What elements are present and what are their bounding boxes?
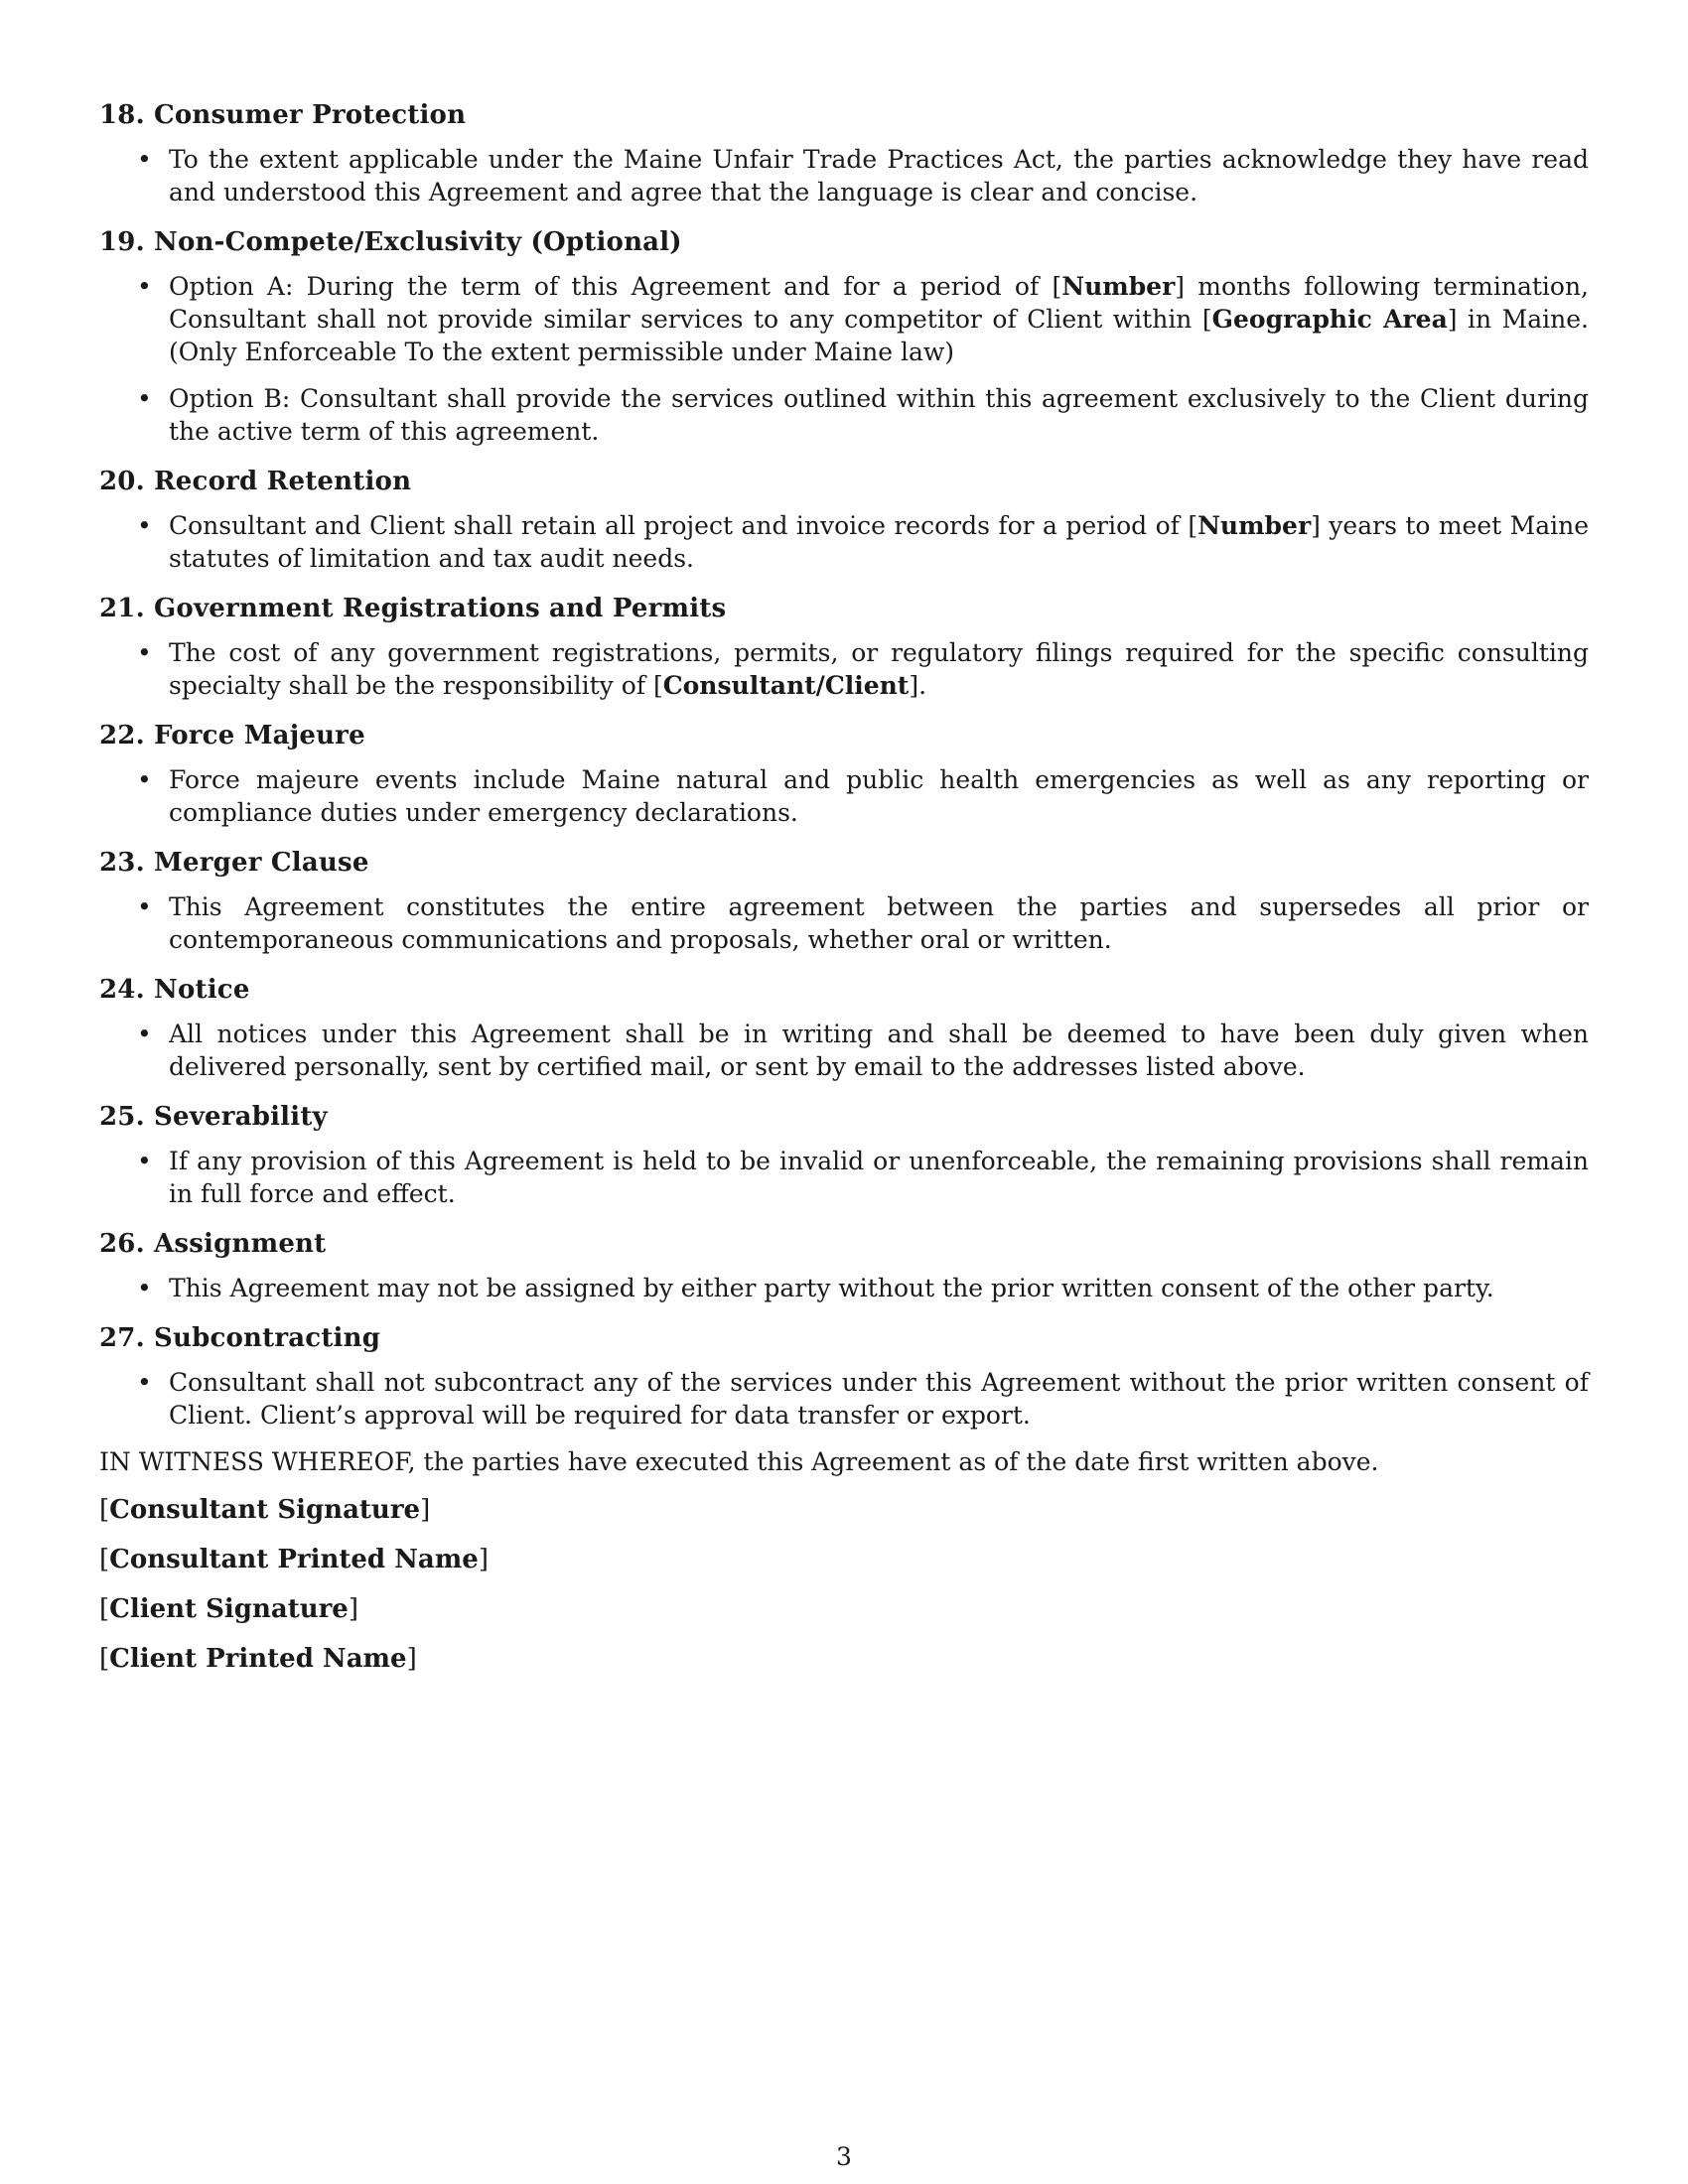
bullet-item: [99, 1145, 1589, 1210]
bullet-item: [99, 509, 1589, 575]
signature-line: [Client Signature]: [99, 1594, 359, 1624]
bullet-list: [99, 1018, 1589, 1083]
section-number: 19.: [99, 227, 145, 257]
signature-label: Consultant Printed Name: [109, 1545, 479, 1574]
section-title: Record Retention: [154, 467, 412, 496]
section-title: Government Registrations and Permits: [154, 594, 727, 623]
bullet-item: [99, 1366, 1589, 1432]
section-title: Consumer Protection: [154, 100, 467, 130]
section-heading: [99, 95, 1589, 135]
placeholder-field: Consultant/Client: [662, 671, 910, 700]
section: [99, 1097, 1589, 1210]
section-number: 21.: [99, 594, 145, 623]
section: [99, 970, 1589, 1083]
clause-text: All notices under this Agreement shall be in writing and shall be deemed to have been duly given when delivered personally, sent by certified mail, or sent by email to the addresses listed above.: [169, 1020, 1589, 1081]
bullet-list: [99, 1366, 1589, 1432]
section-title: Subcontracting: [154, 1323, 381, 1353]
clause-text: ].: [909, 671, 927, 700]
section: [99, 589, 1589, 702]
clause-text: If any provision of this Agreement is held to be invalid or unenforceable, the remaining provisions shall remain in full force and effect.: [169, 1147, 1589, 1208]
section-title: Notice: [154, 975, 250, 1005]
section-number: 22.: [99, 721, 145, 751]
bullet-list: [99, 143, 1589, 208]
section: [99, 222, 1589, 448]
section-heading: [99, 1318, 1589, 1358]
section: [99, 843, 1589, 956]
section-heading: [99, 716, 1589, 755]
clause-text: Consultant and Client shall retain all project and invoice records for a period of [: [169, 511, 1198, 540]
signature-label: Consultant Signature: [109, 1495, 421, 1525]
placeholder-field: Number: [1197, 511, 1312, 540]
clause-text: This Agreement constitutes the entire agreement between the parties and supersedes all prior or contemporaneous communications and proposals, whether oral or written.: [169, 892, 1589, 954]
signature-label: Client Printed Name: [109, 1644, 407, 1674]
signature-label: Client Signature: [109, 1594, 349, 1624]
bullet-list: [99, 1145, 1589, 1210]
section-number: 20.: [99, 467, 145, 496]
section: [99, 1318, 1589, 1432]
section: [99, 1224, 1589, 1304]
section-title: Assignment: [154, 1229, 327, 1259]
sections-container: [99, 95, 1589, 1432]
clause-text: ] in Maine. (Only Enforceable To the extent permissible under Maine law): [169, 305, 1589, 366]
section-title: Merger Clause: [154, 848, 369, 878]
section-number: 24.: [99, 975, 145, 1005]
clause-text: Force majeure events include Maine natural and public health emergencies as well as any reporting or compliance duties under emergency declarations.: [169, 765, 1589, 827]
witness-statement: IN WITNESS WHEREOF, the parties have executed this Agreement as of the date first written above.: [99, 1447, 1379, 1476]
section-number: 23.: [99, 848, 145, 878]
clause-text: The cost of any government registrations, permits, or regulatory filings required for the specific consulting specialty shall be the responsibility of [: [169, 638, 1589, 700]
bullet-item: [99, 763, 1589, 829]
clause-text: Option B: Consultant shall provide the services outlined within this agreement exclusively to the Client during the active term of this agreement.: [169, 384, 1589, 446]
section-number: 26.: [99, 1229, 145, 1259]
section-title: Severability: [154, 1102, 328, 1132]
bullet-item: [99, 890, 1589, 956]
signature-block: [99, 1494, 1589, 1676]
bullet-item: [99, 382, 1589, 448]
document-page: [99, 95, 1589, 1693]
clause-text: Option A: During the term of this Agreement and for a period of [: [169, 272, 1062, 301]
clause-text: Consultant shall not subcontract any of the services under this Agreement without the prior written consent of Client. Client’s approval will be required for data transfer or export.: [169, 1368, 1589, 1430]
signature-line: [Consultant Printed Name]: [99, 1545, 489, 1574]
bullet-item: [99, 636, 1589, 702]
clause-text: This Agreement may not be assigned by either party without the prior written consent of the other party.: [169, 1274, 1494, 1302]
placeholder-field: Number: [1061, 272, 1176, 301]
section-number: 25.: [99, 1102, 145, 1132]
signature-line: [Consultant Signature]: [99, 1495, 431, 1525]
section-heading: [99, 462, 1589, 501]
section-heading: [99, 589, 1589, 628]
bullet-item: [99, 143, 1589, 208]
bullet-list: [99, 636, 1589, 702]
bullet-item: [99, 1272, 1589, 1304]
signature-line: [Client Printed Name]: [99, 1644, 417, 1674]
section-heading: [99, 970, 1589, 1010]
page-number: 3: [836, 2142, 852, 2171]
section-heading: [99, 1224, 1589, 1264]
bullet-item: [99, 270, 1589, 368]
section: [99, 95, 1589, 208]
section: [99, 716, 1589, 829]
bullet-list: [99, 509, 1589, 575]
clause-text: ] months following termination, Consultant shall not provide similar services to any competitor of Client within [: [169, 272, 1589, 334]
section-title: Non-Compete/Exclusivity (Optional): [154, 227, 682, 257]
section-heading: [99, 843, 1589, 883]
section-title: Force Majeure: [154, 721, 365, 751]
section: [99, 462, 1589, 575]
placeholder-field: Geographic Area: [1211, 305, 1448, 334]
section-heading: [99, 1097, 1589, 1137]
section-heading: [99, 222, 1589, 262]
bullet-list: [99, 1272, 1589, 1304]
clause-text: To the extent applicable under the Maine Unfair Trade Practices Act, the parties acknowledge they have read and understood this Agreement and agree that the language is clear and concise.: [169, 145, 1589, 206]
bullet-list: [99, 890, 1589, 956]
bullet-item: [99, 1018, 1589, 1083]
section-number: 27.: [99, 1323, 145, 1353]
section-number: 18.: [99, 100, 145, 130]
bullet-list: [99, 763, 1589, 829]
clause-text: ] years to meet Maine statutes of limitation and tax audit needs.: [169, 511, 1590, 573]
bullet-list: [99, 270, 1589, 448]
